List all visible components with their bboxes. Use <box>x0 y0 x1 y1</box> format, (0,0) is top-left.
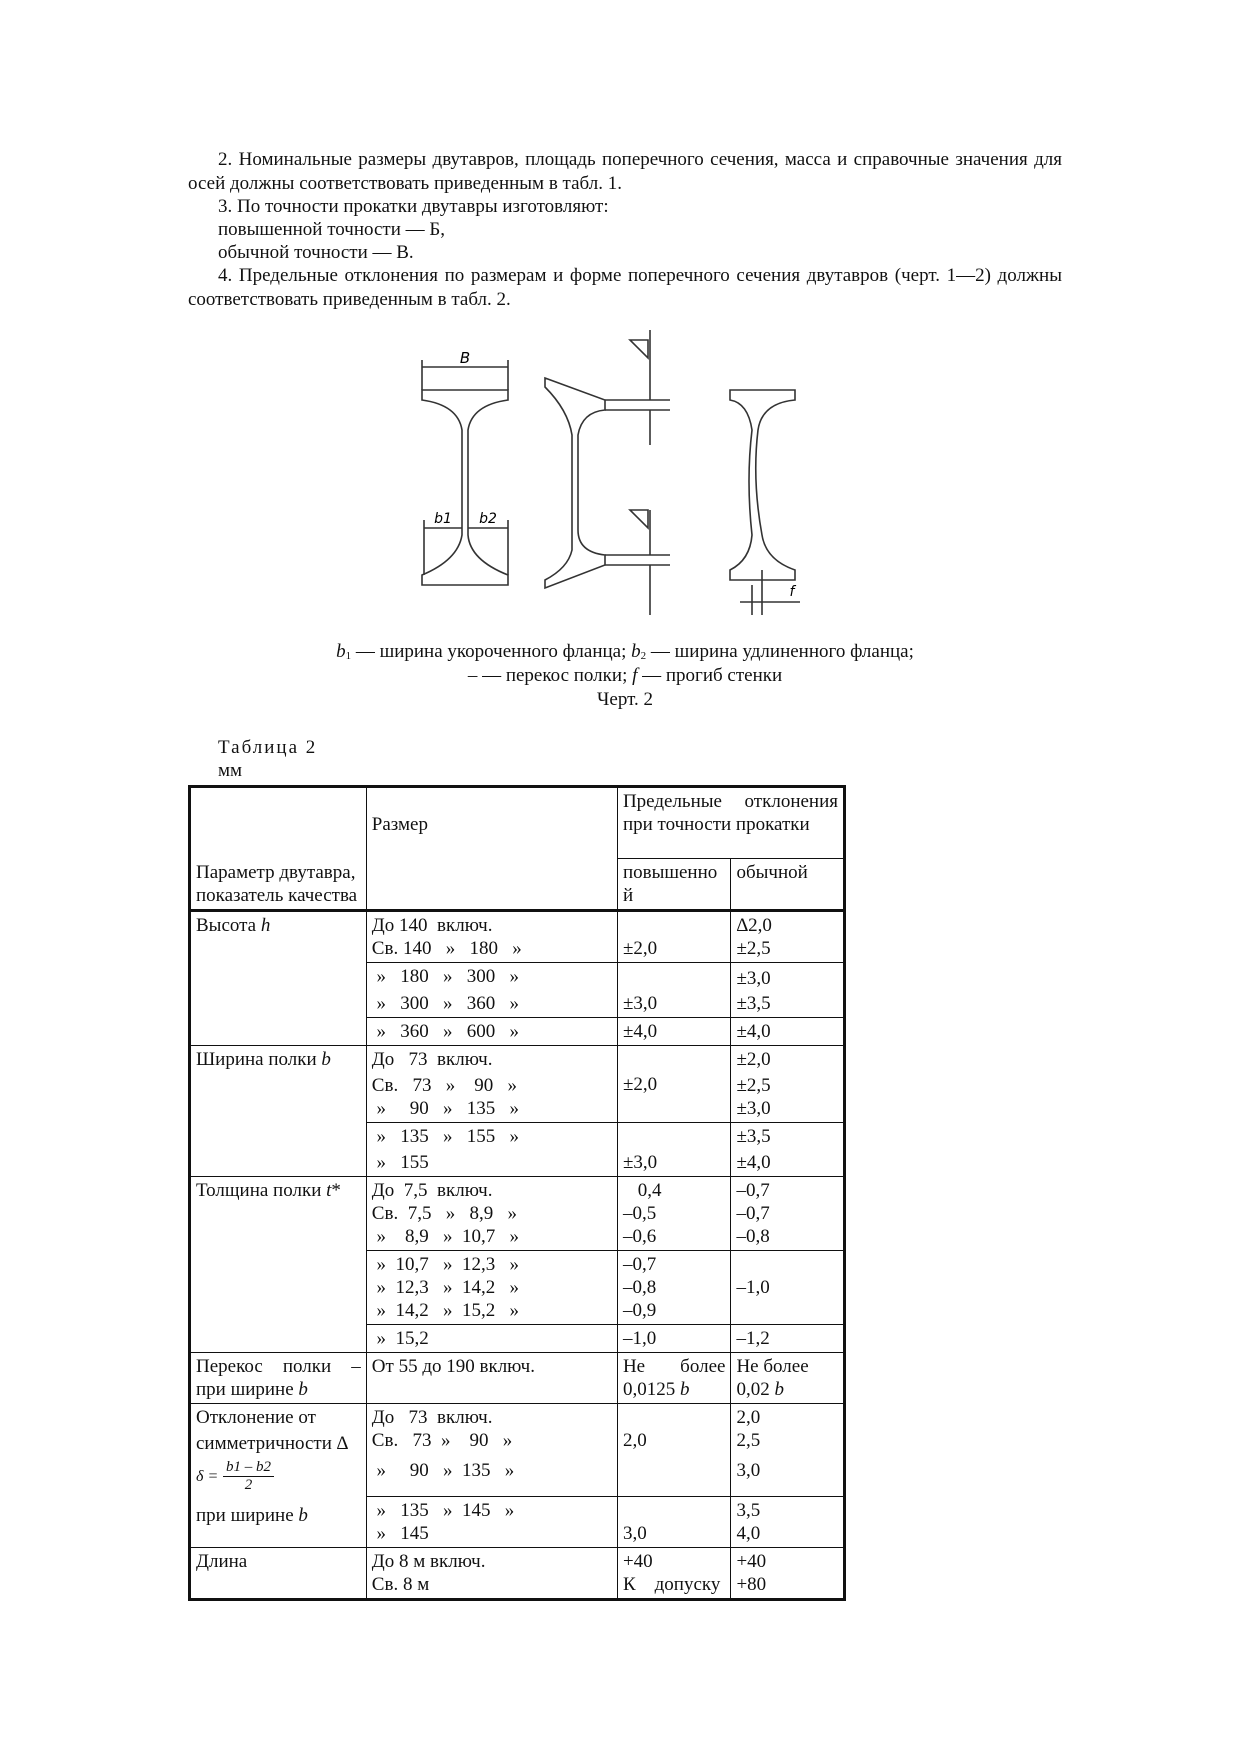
paragraph-4: 4. Предельные отклонения по размерам и форме поперечного сечения двутавров (черт. 1—2) должны соответствовать приведенным в табл. 2. <box>188 265 1062 310</box>
thickness-size-group1: До 7,5 включ. Св. 7,5 » 8,9 » » 8,9 » 10,7 » <box>366 1177 617 1251</box>
paragraph-3: 3. По точности прокатки двутавры изготовляют: <box>218 196 609 217</box>
skew-marker-top <box>630 340 648 358</box>
beam-profile-3 <box>730 390 795 580</box>
height-high-group1: ±2,0 <box>617 911 731 963</box>
width-size-group2: » 135 » 155 » » 155 <box>366 1123 617 1177</box>
thickness-high-group3: –1,0 <box>617 1325 731 1353</box>
thickness-size-group3: » 15,2 <box>366 1325 617 1353</box>
table-unit: мм <box>218 760 243 781</box>
height-size-group2: » 180 » 300 » » 300 » 360 » <box>366 963 617 1018</box>
symmetry-normal-group1: 2,0 2,5 3,0 <box>731 1404 845 1497</box>
row-thickness-label: Толщина полки t* <box>190 1177 367 1353</box>
symmetry-size-group1: До 73 включ. Св. 73 » 90 » » 90 » 135 » <box>366 1404 617 1497</box>
height-normal-group1: ∆2,0 ±2,5 <box>731 911 845 963</box>
header-high: повышенной <box>617 859 731 911</box>
length-normal: +40 +80 <box>731 1548 845 1600</box>
row-symmetry-label: Отклонение от симметричности ∆ δ = $\frac{b1 - b2}{2}$ при ширине b <box>190 1404 367 1548</box>
figure-number: Черт. 2 <box>597 689 653 710</box>
figure-label-B: B <box>459 349 471 367</box>
row-length-label: Длина <box>190 1548 367 1600</box>
height-normal-group3: ±4,0 <box>731 1018 845 1046</box>
row-height-label: Высота h <box>190 911 367 1046</box>
row-width-label: Ширина полки b <box>190 1046 367 1177</box>
header-normal: обычной <box>731 859 845 911</box>
height-high-group3: ±4,0 <box>617 1018 731 1046</box>
symmetry-size-group2: » 135 » 145 » » 145 <box>366 1497 617 1548</box>
table-label: Таблица 2 <box>218 737 318 758</box>
symmetry-high-group1: 2,0 <box>617 1404 731 1497</box>
width-high-group2: ±3,0 <box>617 1123 731 1177</box>
paragraph-3b: обычной точности — В. <box>218 242 414 263</box>
beam-sections-figure <box>400 330 880 620</box>
skew-size: От 55 до 190 включ. <box>366 1353 617 1404</box>
height-size-group1: До 140 включ. Св. 140 » 180 » <box>366 911 617 963</box>
symmetry-formula: δ = $\frac{b1 - b2}{2}$ <box>196 1459 361 1494</box>
figure-caption-line1: $b_1$ — ширина укороченного фланца; $b_2$ — ширина удлиненного фланца; <box>336 641 914 662</box>
thickness-normal-group1: –0,7 –0,7 –0,8 <box>731 1177 845 1251</box>
symmetry-high-group2: 3,0 <box>617 1497 731 1548</box>
width-high-group1: ±2,0 <box>617 1046 731 1123</box>
figure-caption-line2: – — перекос полки; f — прогиб стенки <box>467 665 783 686</box>
header-param: Параметр двутавра, показатель качества <box>190 787 367 911</box>
height-normal-group2: ±3,0 ±3,5 <box>731 963 845 1018</box>
thickness-normal-group3: –1,2 <box>731 1325 845 1353</box>
thickness-normal-group2: –1,0 <box>731 1251 845 1325</box>
width-normal-group1: ±2,0 ±2,5 ±3,0 <box>731 1046 845 1123</box>
skew-high: Не более 0,0125 b <box>617 1353 731 1404</box>
paragraph-3a: повышенной точности — Б, <box>218 219 446 240</box>
header-deviations: Предельные отклонения при точности прокатки <box>617 787 844 859</box>
symmetry-normal-group2: 3,5 4,0 <box>731 1497 845 1548</box>
skew-normal: Не более 0,02 b <box>731 1353 845 1404</box>
row-skew-label: Перекос полки – при ширине b <box>190 1353 367 1404</box>
thickness-size-group2: » 10,7 » 12,3 » » 12,3 » 14,2 » » 14,2 » 15,2 » <box>366 1251 617 1325</box>
length-high: +40 К допуску <box>617 1548 731 1600</box>
beam-profile-2 <box>545 378 605 588</box>
figure-label-f: f <box>789 584 795 600</box>
length-size: До 8 м включ. Св. 8 м <box>366 1548 617 1600</box>
tolerance-table <box>188 785 846 1601</box>
thickness-high-group1:  0,4 –0,5 –0,6 <box>617 1177 731 1251</box>
width-size-group1: До 73 включ. Св. 73 » 90 » » 90 » 135 » <box>366 1046 617 1123</box>
width-normal-group2: ±3,5 ±4,0 <box>731 1123 845 1177</box>
header-size: Размер <box>366 787 617 911</box>
thickness-high-group2: –0,7 –0,8 –0,9 <box>617 1251 731 1325</box>
figure-label-b2: b2 <box>479 511 497 527</box>
figure-label-b1: b1 <box>434 511 452 527</box>
paragraph-2: 2. Номинальные размеры двутавров, площадь поперечного сечения, масса и справочные значения для осей должны соответствовать приведенным в табл. 1. <box>188 149 1062 194</box>
height-high-group2: ±3,0 <box>617 963 731 1018</box>
beam-profile-1 <box>422 390 508 585</box>
skew-marker-bottom <box>630 510 648 528</box>
height-size-group3: » 360 » 600 » <box>366 1018 617 1046</box>
